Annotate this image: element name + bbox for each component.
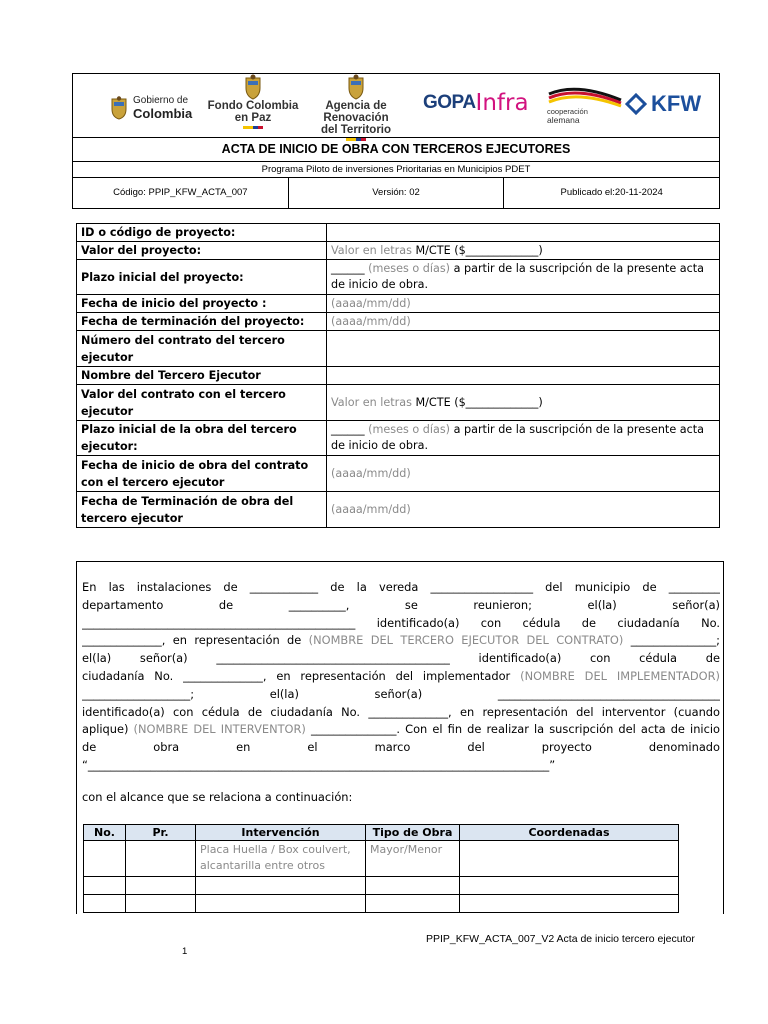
footer-doc-ref: PPIP_KFW_ACTA_007_V2 Acta de inicio tercero ejecutor: [426, 933, 695, 945]
acta-paragraph: [82, 579, 720, 775]
flag-stripe: [243, 126, 263, 129]
col-header-coordenadas: Coordenadas: [460, 825, 679, 841]
paragraph-line: [82, 668, 720, 686]
cell: [366, 895, 460, 913]
table-header-row: [84, 825, 679, 841]
flag-stripe: [346, 138, 366, 141]
kfw-text: KFW: [651, 91, 702, 116]
value-text: a partir de la suscripción de la presente acta de inicio de obra.: [331, 262, 705, 291]
kfw-mark-icon: [625, 93, 647, 115]
publicado: Publicado el:20-11-2024: [560, 187, 663, 198]
cell: [460, 841, 679, 877]
placeholder: (NOMBRE DEL IMPLEMENTADOR): [520, 668, 720, 683]
paragraph-line: identificado(a) con cédula de ciudadanía No. ______________, en representación del interventor (cuando: [82, 704, 720, 719]
row-label: Número del contrato del tercero ejecutor: [77, 331, 327, 367]
coat-of-arms-icon: [243, 74, 263, 100]
row-value: [327, 421, 720, 456]
row-value: [327, 260, 720, 295]
row-label: ID o código de proyecto:: [77, 224, 327, 242]
placeholder: (meses o días): [368, 262, 451, 275]
row-label: Plazo inicial de la obra del tercero ejecutor:: [77, 421, 327, 456]
cell: [126, 895, 196, 913]
table-row: [77, 224, 720, 242]
paragraph-line: En las instalaciones de ____________ de la vereda __________________ del municipio de _________: [82, 580, 720, 594]
value-text: a partir de la suscripción de la presente acta de inicio de obra.: [331, 423, 705, 452]
acta-body-box: [76, 561, 724, 914]
placeholder: (aaaa/mm/dd): [331, 467, 411, 480]
table-row: [77, 295, 720, 313]
row-label: Valor del contrato con el tercero ejecutor: [77, 385, 327, 421]
project-name-blank: “_________________________________________________________________________________”: [82, 757, 556, 772]
intervencion-example: Placa Huella / Box coulvert, alcantarilla entre otros: [196, 841, 366, 877]
table-row: [77, 421, 720, 456]
cell: [126, 877, 196, 895]
fondo-line2: en Paz: [234, 112, 272, 125]
coat-of-arms-icon: [109, 96, 129, 120]
row-value: [327, 224, 720, 242]
row-label: Valor del proyecto:: [77, 242, 327, 260]
gopa-text: GOPA: [423, 92, 476, 113]
row-value: [327, 295, 720, 313]
cell: [84, 877, 126, 895]
text-run: ciudadanía No. ______________, en representación del implementador: [82, 668, 521, 683]
flag-swoosh-icon: [547, 84, 623, 108]
row-value: [327, 331, 720, 367]
blank: ______: [331, 262, 369, 275]
row-label: Fecha de inicio del proyecto :: [77, 295, 327, 313]
cell: [366, 877, 460, 895]
value-text: M/CTE ($_____________): [411, 396, 543, 409]
version: Versión: 02: [289, 178, 505, 208]
paragraph-line: el(la) señor(a) _________________________________________ identificado(a) con cédula de: [82, 651, 720, 666]
agencia-line1: Agencia de Renovación: [323, 100, 389, 125]
row-label: Plazo inicial del proyecto:: [77, 260, 327, 295]
coop-line2: alemana: [547, 114, 580, 125]
placeholder: (aaaa/mm/dd): [331, 315, 411, 328]
cell: [84, 895, 126, 913]
cell: [196, 895, 366, 913]
placeholder: Valor en letras: [331, 244, 412, 257]
row-value: [327, 456, 720, 492]
col-header-intervencion: Intervención: [196, 825, 366, 841]
fondo-colombia-logo: [205, 74, 301, 129]
gopa-infra-logo: [423, 90, 529, 116]
table-row: [77, 385, 720, 421]
fondo-line1: Fondo Colombia: [207, 100, 299, 112]
row-label: Fecha de Terminación de obra del tercero ejecutor: [77, 492, 327, 528]
cell: [84, 841, 126, 877]
placeholder: (aaaa/mm/dd): [331, 297, 411, 310]
row-value: [327, 313, 720, 331]
gobierno-line2: Colombia: [133, 105, 193, 121]
row-label: Fecha de inicio de obra del contrato con el tercero ejecutor: [77, 456, 327, 492]
document-subtitle: Programa Piloto de inversiones Prioritarias en Municipios PDET: [73, 162, 719, 178]
paragraph-line: departamento de __________, se reunieron; el(la) señor(a): [82, 597, 720, 612]
text-run: _______________;: [623, 633, 720, 648]
coat-of-arms-icon: [346, 74, 366, 100]
gobierno-colombia-logo: [109, 96, 192, 120]
alcance-text: con el alcance que se relaciona a continuación:: [82, 790, 353, 804]
table-row: [84, 895, 679, 913]
cell: [196, 877, 366, 895]
tipo-example: Mayor/Menor: [366, 841, 460, 877]
placeholder: (NOMBRE DEL TERCERO EJECUTOR DEL CONTRATO): [308, 633, 624, 648]
agencia-renovacion-logo: [297, 74, 415, 141]
row-label: Fecha de terminación del proyecto:: [77, 313, 327, 331]
table-row: [77, 456, 720, 492]
row-value: [327, 385, 720, 421]
text-run: aplique): [82, 722, 134, 737]
cell: [460, 895, 679, 913]
works-table: [83, 824, 679, 913]
document-meta: [73, 178, 719, 208]
table-row: [84, 841, 679, 877]
cooperacion-alemana-logo: [547, 84, 623, 125]
logos-banner: [73, 74, 719, 138]
kfw-logo: [625, 91, 701, 117]
blank: ______: [331, 423, 369, 436]
paragraph-line: ________________________________________________ identificado(a) con cédula de ciudadanía No.: [82, 615, 720, 630]
value-text: M/CTE ($_____________): [411, 244, 543, 257]
col-header-no: No.: [84, 825, 126, 841]
cell: [460, 877, 679, 895]
text-run: ______________, en representación de: [82, 633, 309, 648]
codigo: Código: PPIP_KFW_ACTA_007: [73, 178, 289, 208]
placeholder: (aaaa/mm/dd): [331, 503, 411, 516]
placeholder: Valor en letras: [331, 396, 412, 409]
placeholder: (meses o días): [368, 423, 451, 436]
paragraph-line: [82, 721, 720, 739]
row-value: [327, 242, 720, 260]
agencia-line2: del Territorio: [320, 124, 392, 137]
text-run: _______________. Con el fin de realizar la suscripción del acta de inicio: [305, 722, 720, 737]
document-header: [72, 73, 720, 209]
table-row: [77, 313, 720, 331]
paragraph-line: ___________________; el(la) señor(a) _______________________________________: [82, 686, 720, 701]
coop-line1: cooperación: [547, 107, 588, 116]
row-value: [327, 367, 720, 385]
table-row: [77, 367, 720, 385]
infra-text: Infra: [475, 90, 529, 116]
page-number: 1: [182, 946, 188, 957]
table-row: [77, 331, 720, 367]
project-info-table: [76, 223, 720, 528]
row-label: Nombre del Tercero Ejecutor: [77, 367, 327, 385]
table-row: [77, 492, 720, 528]
gobierno-line1: Gobierno de: [133, 95, 189, 106]
table-row: [77, 242, 720, 260]
table-row: [77, 260, 720, 295]
col-header-tipo: Tipo de Obra: [366, 825, 460, 841]
row-value: [327, 492, 720, 528]
placeholder: (NOMBRE DEL INTERVENTOR): [133, 722, 306, 737]
paragraph-line: [82, 632, 720, 650]
paragraph-line: de obra en el marco del proyecto denominado: [82, 740, 720, 755]
table-row: [84, 877, 679, 895]
document-title: ACTA DE INICIO DE OBRA CON TERCEROS EJECUTORES: [73, 138, 719, 162]
cell: [126, 841, 196, 877]
col-header-pr: Pr.: [126, 825, 196, 841]
